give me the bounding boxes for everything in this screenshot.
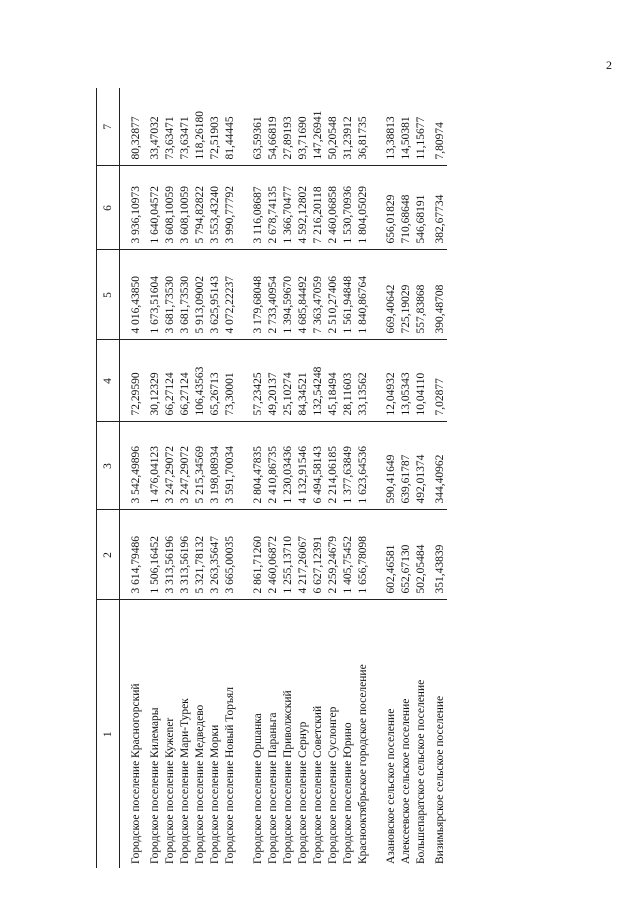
value-cell: 390,48708 <box>432 250 447 340</box>
row-name-cell: Городское поселение Мари-Турек <box>179 698 192 864</box>
value-cell: 84,34521 <box>295 340 310 422</box>
value-cell: 3 247,29072 <box>162 422 177 510</box>
value-cell: 602,46581 <box>374 510 398 600</box>
value-cell: 7,02877 <box>432 340 447 422</box>
value-cell: 93,71690 <box>295 88 310 166</box>
value-cell: 652,67130 <box>398 510 413 600</box>
value-cell: 656,01829 <box>374 166 398 250</box>
table-row <box>241 88 265 868</box>
value-cell: 65,26713 <box>207 340 222 422</box>
value-cell: 36,81735 <box>355 88 374 166</box>
value-cell: 1 377,63849 <box>340 422 355 510</box>
value-cell: 4 685,84492 <box>295 250 310 340</box>
value-cell: 6 494,58143 <box>310 422 325 510</box>
value-cell: 118,26180 <box>192 88 207 166</box>
value-cell: 11,15677 <box>413 88 432 166</box>
value-cell: 1 656,78098 <box>355 510 374 600</box>
row-name-cell: Городское поселение Оршанка <box>252 713 265 864</box>
value-cell: 1 230,03436 <box>280 422 295 510</box>
table-row <box>147 88 162 868</box>
value-cell: 3 247,29072 <box>177 422 192 510</box>
value-cell: 28,11603 <box>340 340 355 422</box>
value-cell: 31,23912 <box>340 88 355 166</box>
value-cell: 1 476,04123 <box>147 422 162 510</box>
value-cell: 49,20137 <box>265 340 280 422</box>
table-row <box>374 88 398 868</box>
value-cell: 3 936,10973 <box>120 166 148 250</box>
value-cell: 3 608,10059 <box>177 166 192 250</box>
column-header: 3 <box>97 422 120 510</box>
value-cell: 1 405,75452 <box>340 510 355 600</box>
value-cell: 1 530,70936 <box>340 166 355 250</box>
row-name-cell: Городское поселение Юрино <box>342 722 355 864</box>
value-cell: 1 506,16452 <box>147 510 162 600</box>
table-row <box>120 88 148 868</box>
row-name-cell: Городское поселение Советский <box>312 705 325 864</box>
row-name-cell: Азановское сельское поселение <box>385 708 398 864</box>
value-cell: 3 198,08934 <box>207 422 222 510</box>
value-cell: 27,89193 <box>280 88 295 166</box>
table-header-row <box>97 88 120 868</box>
value-cell: 57,23425 <box>241 340 265 422</box>
value-cell: 7 363,47059 <box>310 250 325 340</box>
value-cell: 3 313,56196 <box>162 510 177 600</box>
value-cell: 7,80974 <box>432 88 447 166</box>
row-name-cell: Большепаратское сельское поселение <box>415 679 428 864</box>
value-cell: 66,27124 <box>177 340 192 422</box>
value-cell: 725,19029 <box>398 250 413 340</box>
table-row <box>310 88 325 868</box>
value-cell: 73,30001 <box>222 340 241 422</box>
value-cell: 344,40962 <box>432 422 447 510</box>
value-cell: 3 116,08687 <box>241 166 265 250</box>
value-cell: 710,68648 <box>398 166 413 250</box>
value-cell: 3 608,10059 <box>162 166 177 250</box>
table-row <box>222 88 241 868</box>
row-name-cell: Городское поселение Параньга <box>267 712 280 864</box>
value-cell: 3 591,70034 <box>222 422 241 510</box>
value-cell: 1 366,70477 <box>280 166 295 250</box>
value-cell: 3 681,73530 <box>177 250 192 340</box>
value-cell: 502,05484 <box>413 510 432 600</box>
value-cell: 639,61787 <box>398 422 413 510</box>
table-row <box>325 88 340 868</box>
value-cell: 10,04110 <box>413 340 432 422</box>
value-cell: 72,51903 <box>207 88 222 166</box>
column-header: 1 <box>97 600 120 868</box>
value-cell: 1 394,59670 <box>280 250 295 340</box>
value-cell: 2 733,40954 <box>265 250 280 340</box>
row-name-cell: Городское поселение Сернур <box>297 721 310 864</box>
value-cell: 492,01374 <box>413 422 432 510</box>
value-cell: 3 614,79486 <box>120 510 148 600</box>
value-cell: 72,29590 <box>120 340 148 422</box>
table-body <box>120 88 448 868</box>
value-cell: 13,05343 <box>398 340 413 422</box>
row-name-cell: Городское поселение Новый Торъял <box>224 687 237 864</box>
value-cell: 5 321,78132 <box>192 510 207 600</box>
value-cell: 546,68191 <box>413 166 432 250</box>
table-row <box>355 88 374 868</box>
row-name-cell: Городское поселение Кужener <box>164 717 177 864</box>
value-cell: 3 625,95143 <box>207 250 222 340</box>
row-name-cell: Городское поселение Морки <box>209 724 222 864</box>
value-cell: 1 804,05029 <box>355 166 374 250</box>
value-cell: 2 460,06872 <box>265 510 280 600</box>
value-cell: 3 553,43240 <box>207 166 222 250</box>
value-cell: 2 861,71260 <box>241 510 265 600</box>
value-cell: 30,12329 <box>147 340 162 422</box>
row-name-cell: Городское поселение Красногорский <box>130 683 142 864</box>
value-cell: 7 216,20118 <box>310 166 325 250</box>
value-cell: 50,20548 <box>325 88 340 166</box>
value-cell: 4 132,91546 <box>295 422 310 510</box>
value-cell: 63,59361 <box>241 88 265 166</box>
value-cell: 1 561,94848 <box>340 250 355 340</box>
value-cell: 2 214,06185 <box>325 422 340 510</box>
value-cell: 5 794,82822 <box>192 166 207 250</box>
table-row <box>413 88 432 868</box>
table-row <box>340 88 355 868</box>
value-cell: 81,44445 <box>222 88 241 166</box>
value-cell: 13,38813 <box>374 88 398 166</box>
value-cell: 1 623,64536 <box>355 422 374 510</box>
value-cell: 1 640,04572 <box>147 166 162 250</box>
value-cell: 2 259,24679 <box>325 510 340 600</box>
value-cell: 2 510,27406 <box>325 250 340 340</box>
value-cell: 557,83868 <box>413 250 432 340</box>
value-cell: 3 665,00035 <box>222 510 241 600</box>
column-header: 6 <box>97 166 120 250</box>
value-cell: 2 804,47835 <box>241 422 265 510</box>
value-cell: 12,04932 <box>374 340 398 422</box>
value-cell: 4 592,12802 <box>295 166 310 250</box>
value-cell: 351,43839 <box>432 510 447 600</box>
table-row <box>207 88 222 868</box>
value-cell: 33,13562 <box>355 340 374 422</box>
value-cell: 3 313,56196 <box>177 510 192 600</box>
value-cell: 73,63471 <box>177 88 192 166</box>
value-cell: 4 217,26067 <box>295 510 310 600</box>
column-header: 5 <box>97 250 120 340</box>
value-cell: 3 263,35647 <box>207 510 222 600</box>
rotated-table-wrapper <box>96 88 612 868</box>
column-header: 4 <box>97 340 120 422</box>
data-table <box>96 88 447 868</box>
value-cell: 1 673,51604 <box>147 250 162 340</box>
value-cell: 3 681,73530 <box>162 250 177 340</box>
column-header: 2 <box>97 510 120 600</box>
value-cell: 2 410,86735 <box>265 422 280 510</box>
row-name-cell: Визимьярское сельское поселение <box>434 695 447 864</box>
value-cell: 669,40642 <box>374 250 398 340</box>
table-row <box>295 88 310 868</box>
value-cell: 5 913,09002 <box>192 250 207 340</box>
value-cell: 3 542,49896 <box>120 422 148 510</box>
value-cell: 3 990,77792 <box>222 166 241 250</box>
table-row <box>177 88 192 868</box>
page-number: 2 <box>606 58 612 72</box>
table-row <box>265 88 280 868</box>
table-row <box>432 88 447 868</box>
value-cell: 147,26941 <box>310 88 325 166</box>
value-cell: 25,10274 <box>280 340 295 422</box>
value-cell: 132,54248 <box>310 340 325 422</box>
value-cell: 2 678,74135 <box>265 166 280 250</box>
value-cell: 1 255,13710 <box>280 510 295 600</box>
table-row <box>280 88 295 868</box>
value-cell: 2 460,06858 <box>325 166 340 250</box>
row-name-cell: Городское поселение Медведево <box>194 704 207 864</box>
row-name-cell: Алексеевское сельское поселение <box>400 698 413 864</box>
row-name-cell: Городское поселение Суслонгер <box>327 706 340 864</box>
column-header: 7 <box>97 88 120 166</box>
row-name-cell: Красноoктябрьское городское поселение <box>357 664 370 864</box>
value-cell: 3 179,68048 <box>241 250 265 340</box>
row-name-cell: Городское поселение Килемары <box>149 707 162 864</box>
value-cell: 73,63471 <box>162 88 177 166</box>
value-cell: 66,27124 <box>162 340 177 422</box>
value-cell: 80,32877 <box>120 88 148 166</box>
value-cell: 14,50381 <box>398 88 413 166</box>
value-cell: 6 627,12391 <box>310 510 325 600</box>
value-cell: 4 016,43850 <box>120 250 148 340</box>
value-cell: 106,43563 <box>192 340 207 422</box>
value-cell: 4 072,22237 <box>222 250 241 340</box>
value-cell: 45,18494 <box>325 340 340 422</box>
value-cell: 5 215,34569 <box>192 422 207 510</box>
value-cell: 33,47032 <box>147 88 162 166</box>
table-row <box>192 88 207 868</box>
value-cell: 590,41649 <box>374 422 398 510</box>
value-cell: 382,67734 <box>432 166 447 250</box>
value-cell: 1 840,86764 <box>355 250 374 340</box>
table-row <box>398 88 413 868</box>
row-name-cell: Городское поселение Приволжский <box>282 690 295 864</box>
table-row <box>162 88 177 868</box>
value-cell: 54,66819 <box>265 88 280 166</box>
